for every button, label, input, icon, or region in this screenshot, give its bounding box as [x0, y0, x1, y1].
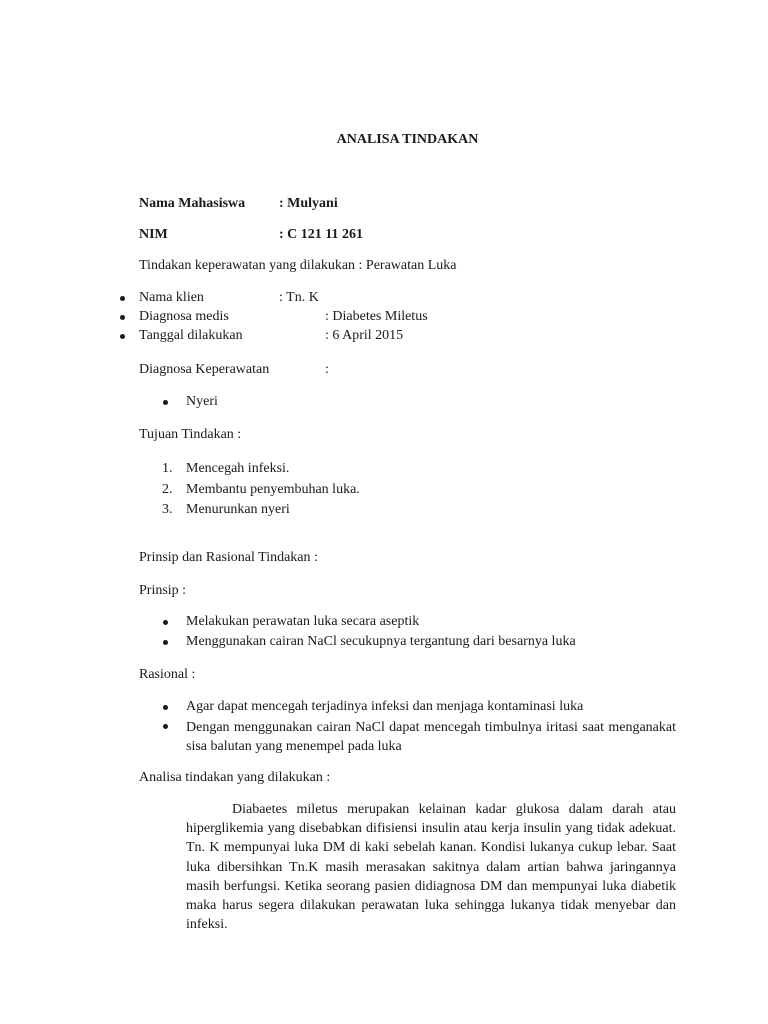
bullet-icon — [163, 705, 168, 710]
nursing-diagnosis-label: Diagnosa Keperawatan — [139, 362, 270, 377]
bullet-icon — [120, 334, 125, 339]
rationale-item: Agar dapat mencegah terjadinya infeksi dan menjaga kontaminasi luka — [186, 699, 584, 714]
principle-item: Melakukan perawatan luka secara aseptik — [186, 614, 420, 629]
bullet-icon — [120, 315, 125, 320]
medical-diagnosis-value: : Diabetes Miletus — [325, 309, 428, 324]
nursing-diagnosis-item: Nyeri — [186, 394, 218, 409]
date-label: Tanggal dilakukan — [139, 328, 243, 343]
goal-number: 2. — [162, 482, 173, 497]
client-name-label: Nama klien — [139, 290, 204, 305]
principles-heading: Prinsip : — [139, 583, 187, 598]
principles-rationale-heading: Prinsip dan Rasional Tindakan : — [139, 550, 318, 565]
student-name-label: Nama Mahasiswa — [139, 196, 246, 211]
bullet-icon — [163, 724, 168, 729]
medical-diagnosis-label: Diagnosa medis — [139, 309, 229, 324]
analysis-paragraph — [186, 800, 676, 934]
nim-value: : C 121 11 261 — [279, 227, 363, 242]
page-title: ANALISA TINDAKAN — [336, 132, 479, 147]
goal-item: Mencegah infeksi. — [186, 461, 290, 476]
nursing-diagnosis-colon: : — [325, 362, 329, 377]
bullet-icon — [163, 620, 168, 625]
nim-label: NIM — [139, 227, 168, 242]
client-name-value: : Tn. K — [279, 290, 319, 305]
rationale-heading: Rasional : — [139, 667, 196, 682]
action-line: Tindakan keperawatan yang dilakukan : Perawatan Luka — [139, 258, 457, 273]
analysis-text: Diabaetes miletus merupakan kelainan kadar glukosa dalam darah atau hiperglikemia yang disebabkan difisiensi insulin atau kerja insulin yang tidak adekuat. Tn. K mempunyai luka DM di kaki sebelah kanan. Kondisi lukanya cukup lebar. Saat luka dibersihkan Tn.K masih merasakan sakitnya dalam artian bahwa jaringannya masih berfungsi. Ketika seorang pasien didiagnosa DM dan mempunyai luka diabetik maka harus segera dilakukan perawatan luka sehingga lukanya tidak menyebar dan infeksi. — [186, 802, 676, 933]
student-name-value: : Mulyani — [279, 196, 338, 211]
bullet-icon — [163, 640, 168, 645]
goal-item: Menurunkan nyeri — [186, 502, 290, 517]
goal-number: 1. — [162, 461, 173, 476]
rationale-item: Dengan menggunakan cairan NaCl dapat mencegah timbulnya iritasi saat menganakat sisa balutan yang menempel pada luka — [186, 720, 676, 754]
bullet-icon — [163, 400, 168, 405]
goals-heading: Tujuan Tindakan : — [139, 427, 242, 442]
principle-item: Menggunakan cairan NaCl secukupnya tergantung dari besarnya luka — [186, 634, 576, 649]
goal-number: 3. — [162, 502, 173, 517]
bullet-icon — [120, 296, 125, 301]
date-value: : 6 April 2015 — [325, 328, 404, 343]
goal-item: Membantu penyembuhan luka. — [186, 482, 360, 497]
analysis-heading: Analisa tindakan yang dilakukan : — [139, 770, 331, 785]
